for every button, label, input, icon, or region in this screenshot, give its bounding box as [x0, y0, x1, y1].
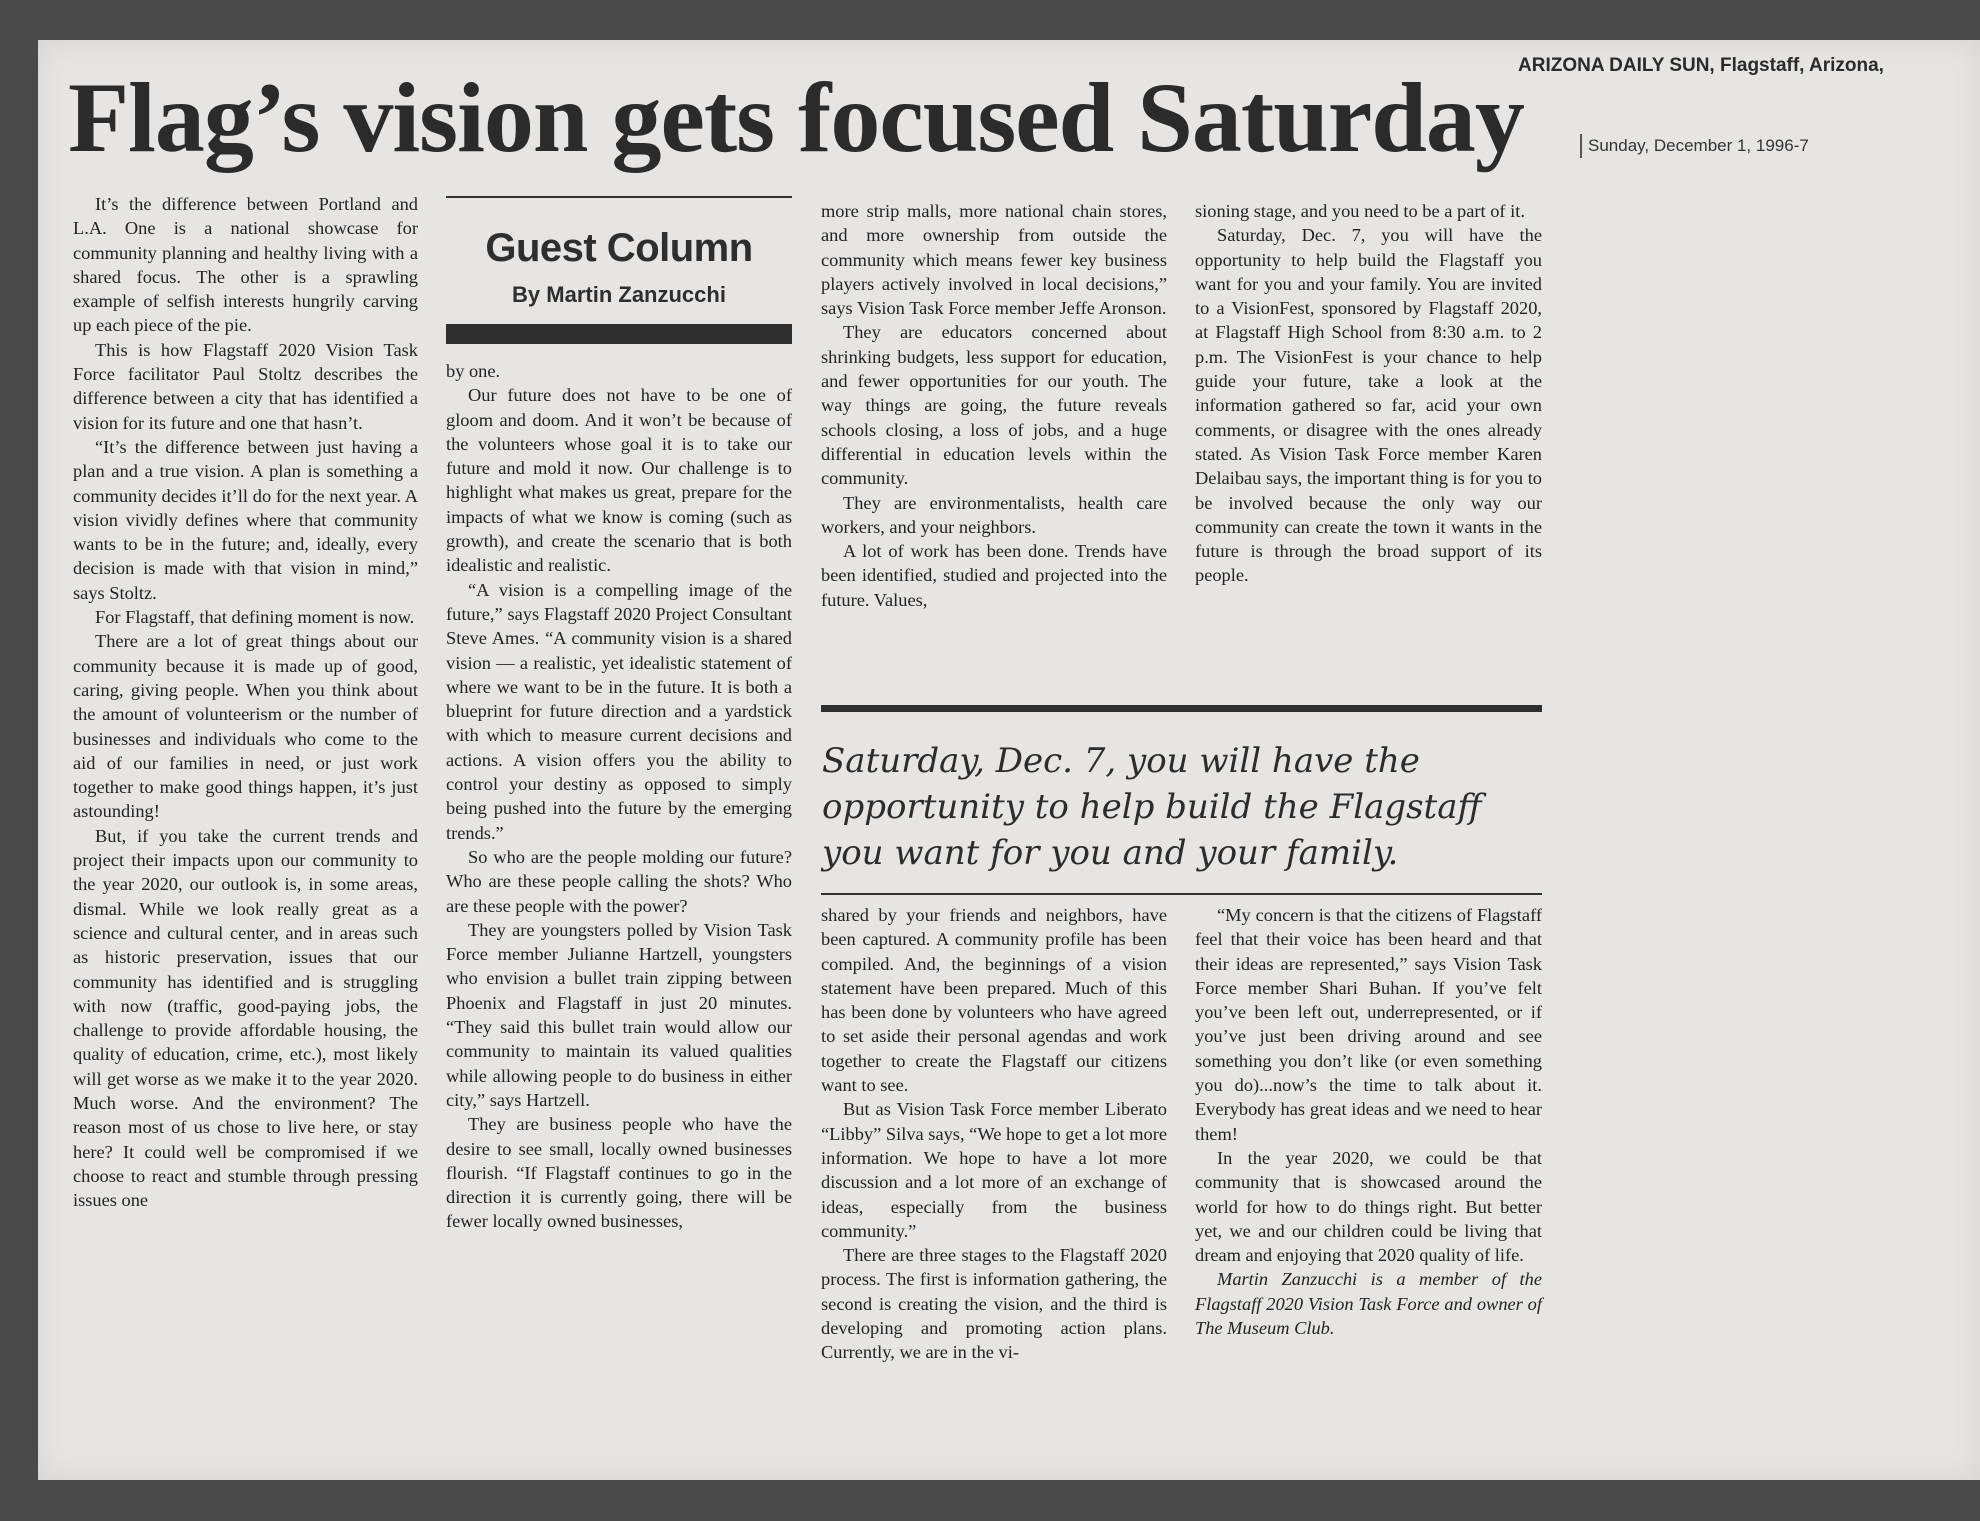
article-column-1 [73, 192, 418, 1212]
paragraph: Saturday, Dec. 7, you will have the opportunity to help build the Flagstaff you want for you and your family. You are invited to a VisionFest, sponsored by Flagstaff 2020, at Flagstaff High School from 8:30 a.m. to 2 p.m. The VisionFest is your chance to help guide your future, take a look at the information gathered so far, acid your own comments, or disagree with the ones already stated. As Vision Task Force member Karen Delaibau says, the important thing is for you to be involved because the only way our community can create the town it wants in the future is through the broad support of its people. [1195, 225, 1542, 586]
paragraph: They are youngsters polled by Vision Task Force member Julianne Hartzell, youngsters who envision a bullet train zipping between Phoenix and Flagstaff in just 20 minutes. “They said this bullet train would allow our community to maintain its valued qualities while allowing people to do business in either city,” says Hartzell. [446, 919, 792, 1110]
guest-column-box [446, 196, 792, 346]
headline: Flag’s vision gets focused Saturday [68, 62, 1524, 173]
masthead: ARIZONA DAILY SUN, Flagstaff, Arizona, [1518, 55, 1884, 76]
paragraph: There are a lot of great things about our community because it is made up of good, caring, giving people. When you think about the amount of volunteerism or the number of businesses and individuals who come to the aid of our families in need, or just work together to make good things happen, it’s just astounding! [73, 631, 418, 822]
paragraph: It’s the difference between Portland and L.A. One is a national showcase for community planning and healthy living with a shared focus. The other is a sprawling example of selfish interests hungrily carving up each piece of the pie. [73, 194, 418, 336]
paragraph: by one. [446, 361, 501, 381]
paragraph: But as Vision Task Force member Liberato “Libby” Silva says, “We hope to get a lot more information. We hope to have a lot more discussion and a lot more of an exchange of ideas, especially from the business community.” [821, 1099, 1167, 1241]
paragraph: In the year 2020, we could be that community that is showcased around the world for how to do things right. But better yet, we and our children could be living that dream and enjoying that 2020 quality of life. [1195, 1147, 1542, 1266]
article-column-5 [821, 903, 1167, 1365]
paragraph: This is how Flagstaff 2020 Vision Task Force facilitator Paul Stoltz describes the difference between a city that has identified a vision for its future and one that hasn’t. [73, 339, 418, 433]
article-column-2 [446, 359, 792, 1234]
guest-column-byline: By Martin Zanzucchi [512, 282, 726, 307]
pull-quote: Saturday, Dec. 7, you will have the opportunity to help build the Flagstaff you want for you and your family. [822, 741, 1482, 873]
paragraph: A lot of work has been done. Trends have been identified, studied and projected into the future. Values, [821, 541, 1167, 610]
article-column-3 [821, 199, 1167, 612]
paragraph: shared by your friends and neighbors, have been captured. A community profile has been compiled. And, the beginnings of a vision statement have been prepared. Much of this has been done by volunteers who have agreed to set aside their personal agendas and work together to create the Flagstaff our citizens want to see. [821, 905, 1167, 1096]
paragraph: So who are the people molding our future? Who are these people calling the shots? Who are these people with the power? [446, 846, 792, 916]
guest-column-title: Guest Column [485, 226, 753, 270]
paragraph: Our future does not have to be one of gloom and doom. And it won’t be because of the volunteers whose goal it is to take our future and mold it now. Our challenge is to highlight what makes us great, prepare for the impacts of what we know is coming (such as growth), and create the scenario that is both idealistic and realistic. [446, 385, 792, 576]
paragraph: They are environmentalists, health care workers, and your neighbors. [821, 492, 1167, 537]
author-signoff: Martin Zanzucchi is a member of the Flagstaff 2020 Vision Task Force and owner of The Museum Club. [1195, 1269, 1542, 1339]
paragraph: There are three stages to the Flagstaff 2020 process. The first is information gathering, the second is creating the vision, and the third is developing and promoting action plans. Currently, we are in the vi- [821, 1245, 1167, 1363]
paragraph: They are educators concerned about shrinking budgets, less support for education, and fewer opportunities for our youth. The way things are going, the future reveals schools closing, a loss of jobs, and a huge differential in education levels within the community. [821, 322, 1167, 489]
paragraph: “It’s the difference between just having a plan and a true vision. A plan is something a community decides it’ll do for the next year. A vision vividly defines where that community wants to be in the future; and, ideally, every decision is made with that vision in mind,” says Stoltz. [73, 436, 418, 603]
paragraph: For Flagstaff, that defining moment is now. [95, 607, 415, 628]
paragraph: more strip malls, more national chain stores, and more ownership from outside the community which means fewer key business players actively involved in local decisions,” says Vision Task Force member Jeffe Aronson. [821, 201, 1167, 319]
guest-column-rule [446, 324, 792, 344]
pull-quote-top-rule [821, 705, 1542, 712]
paragraph: sioning stage, and you need to be a part of it. [1195, 201, 1525, 221]
paragraph: “A vision is a compelling image of the future,” says Flagstaff 2020 Project Consultant Steve Ames. “A community vision is a shared vision — a realistic, yet idealistic statement of where we want to be in the future. It is both a blueprint for future direction and a yardstick with which to measure current decisions and actions. A vision offers you the ability to control your destiny as opposed to simply being pushed into the future by the emerging trends.” [446, 579, 792, 843]
article-column-4 [1195, 199, 1542, 588]
pull-quote-bottom-rule [821, 893, 1542, 895]
dateline: Sunday, December 1, 1996-7 [1580, 134, 1868, 158]
paragraph: They are business people who have the desire to see small, locally owned businesses flourish. “If Flagstaff continues to go in the direction it is currently going, there will be fewer locally owned businesses, [446, 1114, 792, 1232]
paragraph: But, if you take the current trends and project their impacts upon our community to the year 2020, our outlook is, in some areas, dismal. While we look really great as a science and cultural center, and in areas such as historic preservation, issues that our community has identified and is struggling with now (traffic, good-paying jobs, the challenge to provide affordable housing, the quality of education, crime, etc.), most likely will get worse as we make it to the year 2020. Much worse. And the environment? The reason most of us chose to live here, or stay here? It could well be compromised if we choose to react and stumble through pressing issues one [73, 825, 418, 1211]
paragraph: “My concern is that the citizens of Flagstaff feel that their voice has been heard and that their ideas are represented,” says Vision Task Force member Shari Buhan. If you’ve felt you’ve been left out, underrepresented, or if you’ve just been driving around and see something you don’t like (or even something you do)...now’s the time to talk about it. Everybody has great ideas and we need to hear them! [1195, 905, 1542, 1144]
article-column-6 [1195, 903, 1542, 1340]
